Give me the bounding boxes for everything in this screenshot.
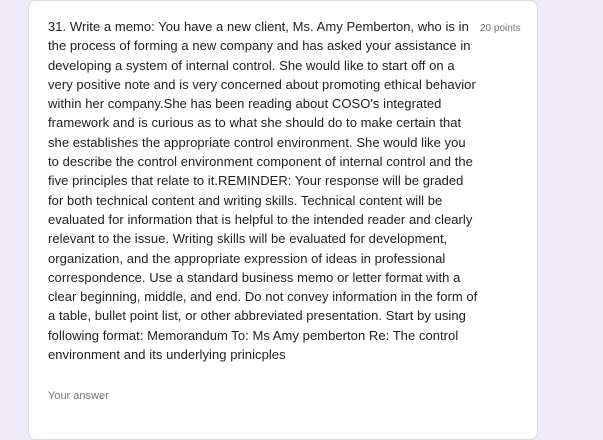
question-card <box>28 0 538 440</box>
question-text: 31. Write a memo: You have a new client, Ms. Amy Pemberton, who is in the process of forming a new company and has asked your assistance in developing a system of internal control. She would like to start off on a very positive note and is very concerned about promoting ethical behavior within her company.She has been reading about COSO's integrated framework and is curious as to what she should do to make certain that she establishes the appropriate control environment. She would like you to describe the control environment component of internal control and the five principles that relate to it.REMINDER: Your response will be graded for both technical content and writing skills. Technical content will be evaluated for information that is helpful to the intended reader and clearly relevant to the issue. Writing skills will be evaluated for development, organization, and the appropriate expression of ideas in professional correspondence. Use a standard business memo or letter format with a clear beginning, middle, and end. Do not convey information in the form of a table, bullet point list, or other abbreviated presentation. Start by using following format: Memorandum To: Ms Amy pemberton Re: The control environment and its underlying prinicples <box>48 19 478 363</box>
answer-input[interactable]: Your answer <box>48 390 109 402</box>
points-label: 20 points <box>480 23 521 34</box>
